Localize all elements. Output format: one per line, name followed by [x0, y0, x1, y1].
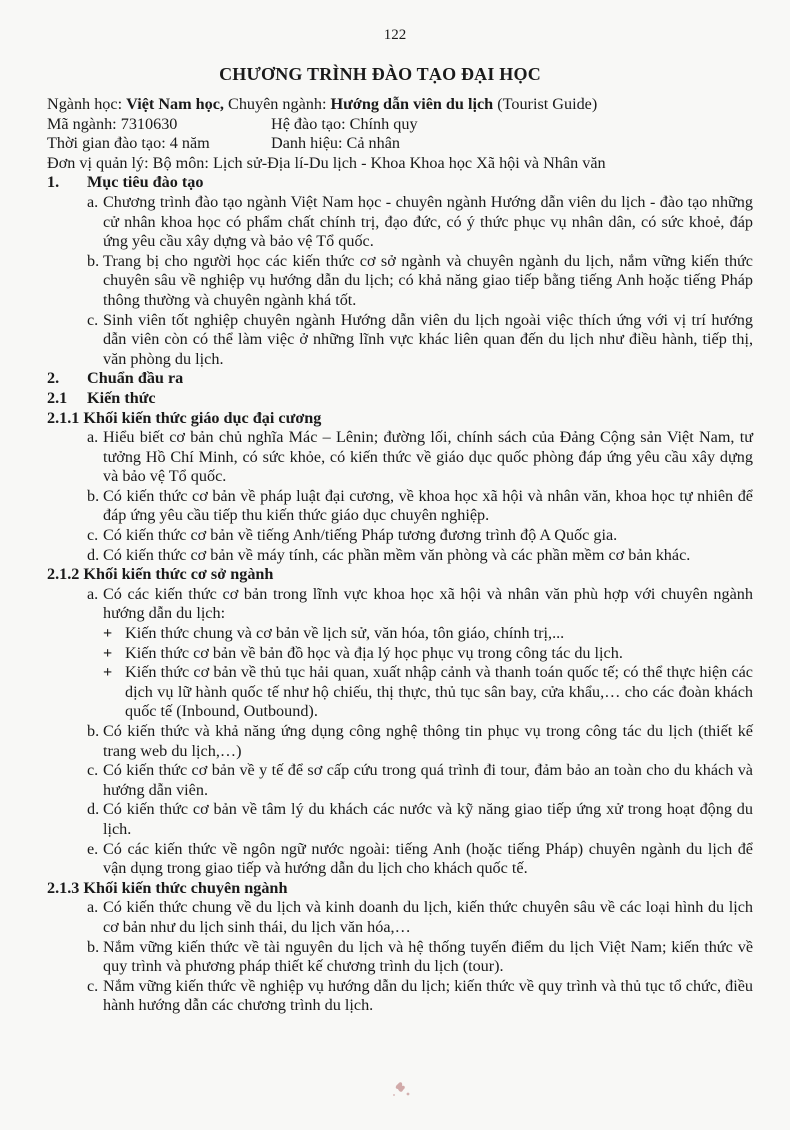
item-text: Có kiến thức cơ bản về máy tính, các phần mềm văn phòng và các phần mềm cơ bản khác. — [103, 545, 691, 564]
item-label: + — [103, 643, 113, 662]
major-line: Ngành học: Việt Nam học, Chuyên ngành: Hướng dẫn viên du lịch (Tourist Guide) — [47, 95, 598, 113]
item-text: Có kiến thức cơ bản về pháp luật đại cương, về khoa học xã hội và nhân văn, khoa học tự nhiên để đáp ứng yêu cầu tiếp thu kiến thức giáo dục chuyên nghiệp. — [103, 486, 753, 525]
item-text: Kiến thức cơ bản về bản đồ học và địa lý học phục vụ trong công tác du lịch. — [125, 643, 623, 662]
item-label: c. — [87, 761, 99, 780]
item-label: d. — [87, 800, 100, 819]
item-text: Có kiến thức chung về du lịch và kinh doanh du lịch, kiến thức chuyên sâu về các loại hình du lịch cơ bản như du lịch sinh thái, du lịch văn hóa,… — [103, 898, 753, 936]
section-2-1-2-items — [47, 722, 753, 879]
list-item — [87, 840, 753, 879]
item-label: a. — [87, 192, 99, 211]
list-item — [87, 193, 753, 252]
list-item — [87, 977, 753, 1016]
item-label: b. — [87, 486, 100, 505]
section-2-1-heading: 2.1 Kiến thức — [47, 388, 156, 407]
list-item — [87, 487, 753, 526]
item-text: Chương trình đào tạo ngành Việt Nam học - chuyên ngành Hướng dẫn viên du lịch - đào tạo những cử nhân khoa học có phẩm chất chính trị, đạo đức, có ý thức phục vụ nhân dân, có sức khoẻ, đáp ứng yêu cầu xây dựng và bảo vệ Tổ quốc. — [103, 192, 753, 251]
list-item — [87, 722, 753, 761]
item-text: Kiến thức cơ bản về thủ tục hải quan, xuất nhập cảnh và thanh toán quốc tế; có thể thực hiện các dịch vụ lữ hành quốc tế như hộ chiếu, thị thực, thủ tục sân bay, cửa khẩu,… cho các đoàn khách quốc tế (Inbound, Outbound). — [125, 663, 753, 721]
section-1-heading: 1. Mục tiêu đào tạo — [47, 173, 204, 192]
ink-stain — [388, 1078, 416, 1100]
list-item — [87, 898, 753, 937]
section-2-1-2-subitems — [47, 624, 753, 722]
list-item — [87, 311, 753, 370]
section-2-1-3-items — [47, 898, 753, 1016]
item-text: Nắm vững kiến thức về nghiệp vụ hướng dẫn du lịch; kiến thức về quy trình và thủ tục tổ chức, điều hành hướng dẫn các chương trình du lịch. — [103, 976, 753, 1015]
item-text: Trang bị cho người học các kiến thức cơ sở ngành và chuyên ngành du lịch, nắm vững kiến thức chuyên sâu về nghiệp vụ hướng dẫn du lịch; có khả năng giao tiếp bằng tiếng Anh hoặc tiếng Pháp thông thường và chuyên ngành khá tốt. — [103, 251, 753, 309]
list-item — [87, 761, 753, 800]
list-item: a. Có các kiến thức cơ bản trong lĩnh vực khoa học xã hội và nhân văn phù hợp với chuyên ngành hướng dẫn du lịch: — [87, 584, 753, 623]
list-item — [87, 252, 753, 311]
item-text: Hiểu biết cơ bản chủ nghĩa Mác – Lênin; đường lối, chính sách của Đảng Cộng sản Việt Nam, tư tưởng Hồ Chí Minh, có sức khỏe, có kiến thức về giáo dục quốc phòng đáp ứng yêu cầu xây dựng và bảo vệ Tổ quốc. — [103, 428, 753, 486]
item-text: Có kiến thức cơ bản về tiếng Anh/tiếng Pháp tương đương trình độ A Quốc gia. — [103, 526, 618, 545]
sub-list-item — [103, 644, 753, 664]
item-label: c. — [87, 526, 99, 545]
item-text: Có kiến thức và khả năng ứng dụng công nghệ thông tin phục vụ trong công tác du lịch (thiết kế trang web du lịch,…) — [103, 722, 753, 760]
sub-list-item — [103, 663, 753, 722]
list-item — [87, 428, 753, 487]
item-label: b. — [87, 251, 100, 270]
item-label: a. — [87, 898, 99, 917]
section-1-items — [47, 193, 753, 369]
item-text: Nắm vững kiến thức về tài nguyên du lịch và hệ thống tuyến điểm du lịch Việt Nam; kiến thức về quy trình và phương pháp thiết kế chương trình du lịch (tour). — [103, 937, 753, 976]
item-label: b. — [87, 722, 100, 740]
item-text: Sinh viên tốt nghiệp chuyên ngành Hướng dẫn viên du lịch ngoài việc thích ứng với vị trí hướng dẫn viên còn có thể làm việc ở những lĩnh vực khác liên quan đến du lịch như điều hành, tiếp thị, văn phòng du lịch. — [103, 310, 753, 368]
item-label: + — [103, 624, 113, 643]
section-2-1-3-heading: 2.1.3 Khối kiến thức chuyên ngành — [47, 878, 288, 897]
sub-list-item — [103, 624, 753, 644]
code-line: Mã ngành: 7310630 Hệ đào tạo: Chính quy — [47, 114, 418, 133]
page-number: 122 — [383, 27, 407, 43]
item-label: b. — [87, 937, 100, 956]
item-text: Có kiến thức cơ bản về tâm lý du khách các nước và kỹ năng giao tiếp ứng xử trong hoạt động du lịch. — [103, 800, 753, 838]
list-item — [87, 526, 753, 546]
section-2-heading: 2. Chuẩn đầu ra — [47, 369, 184, 388]
document-title: CHƯƠNG TRÌNH ĐÀO TẠO ĐẠI HỌC — [219, 64, 541, 84]
list-item — [87, 800, 753, 839]
item-text: Có các kiến thức về ngôn ngữ nước ngoài: tiếng Anh (hoặc tiếng Pháp) chuyên ngành du lịch để vận dụng trong giao tiếp và hướng dẫn du lịch cho khách quốc tế. — [103, 839, 753, 878]
item-text: Kiến thức chung và cơ bản về lịch sử, văn hóa, tôn giáo, chính trị,... — [125, 624, 565, 643]
item-label: a. — [87, 428, 99, 447]
item-label: c. — [87, 976, 99, 995]
list-item — [87, 546, 753, 566]
unit-line: Đơn vị quản lý: Bộ môn: Lịch sử-Địa lí-Du lịch - Khoa Khoa học Xã hội và Nhân văn — [47, 153, 606, 172]
section-2-1-2-heading: 2.1.2 Khối kiến thức cơ sở ngành — [47, 565, 274, 584]
list-item — [87, 938, 753, 977]
section-2-1-1-heading: 2.1.1 Khối kiến thức giáo dục đại cương — [47, 408, 322, 427]
duration-line: Thời gian đào tạo: 4 năm Danh hiệu: Cả nhân — [47, 134, 401, 153]
item-label: c. — [87, 310, 99, 329]
document-body — [47, 95, 753, 1016]
item-label: e. — [87, 839, 99, 858]
section-2-1-1-items — [47, 428, 753, 565]
item-label: d. — [87, 545, 100, 564]
item-label: + — [103, 663, 113, 682]
item-text: Có kiến thức cơ bản về y tế để sơ cấp cứu trong quá trình đi tour, đảm bảo an toàn cho du khách và hướng dẫn viên. — [103, 761, 753, 799]
